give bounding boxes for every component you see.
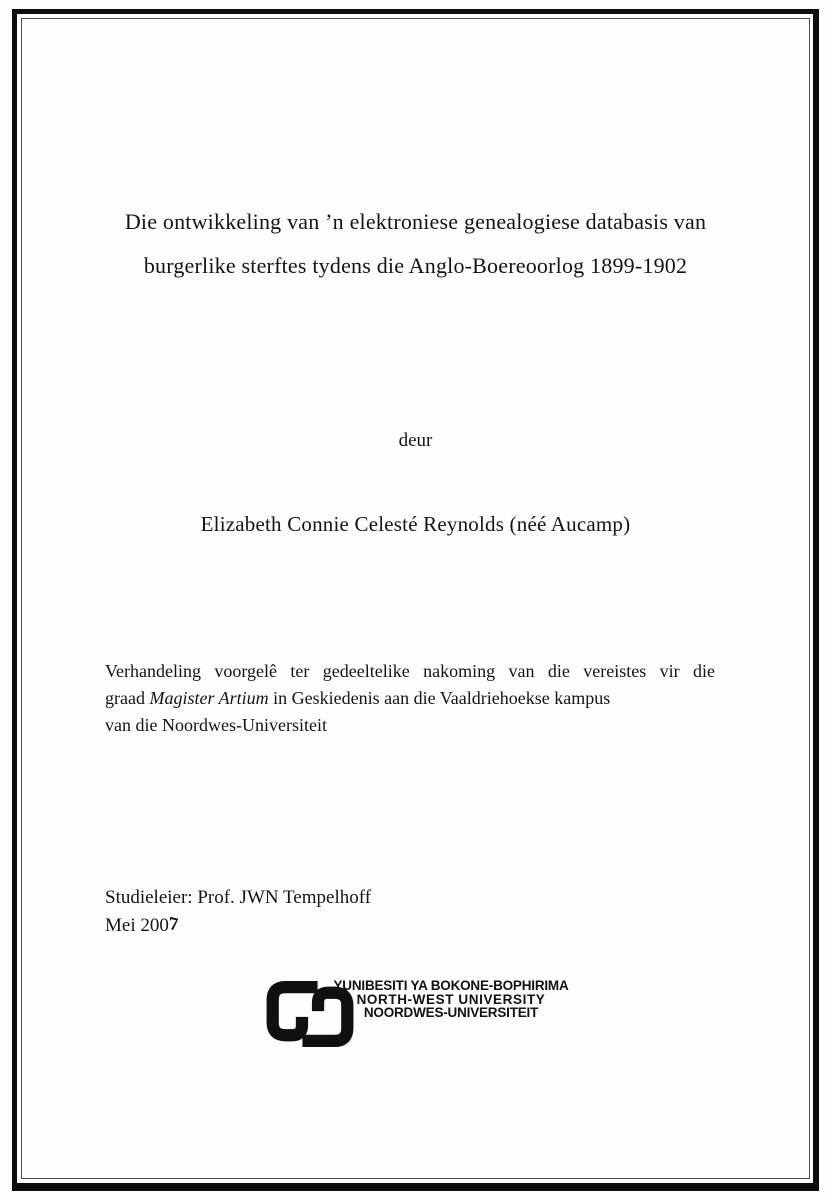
degree-statement-line1: Verhandeling voorgelê ter gedeeltelike nakoming van die vereistes vir die — [105, 661, 715, 681]
thesis-title-line1: Die ontwikkeling van ’n elektroniese genealogiese databasis van — [124, 209, 707, 234]
date-prefix: Mei 200 — [105, 915, 169, 936]
supervisor-block — [105, 884, 371, 940]
logo-text-line3: NOORDWES-UNIVERSITEIT — [363, 1005, 539, 1020]
degree-statement-line2-suffix: in Geskiedenis aan die Vaaldriehoekse kampus — [268, 688, 611, 708]
degree-statement-line3: van die Noordwes-Universiteit — [105, 715, 327, 735]
degree-name-italic: Magister Artium — [149, 688, 269, 708]
degree-statement-line2 — [105, 685, 715, 712]
date-last-digit: 7 — [168, 912, 179, 937]
nwu-logo-wordmark — [317, 979, 585, 1020]
degree-statement-line2-prefix: graad — [105, 688, 150, 708]
author-name: Elizabeth Connie Celesté Reynolds (néé Aucamp) — [200, 512, 631, 536]
thesis-title — [0, 200, 831, 288]
date-line — [105, 912, 371, 940]
logo-text-line1: YUNIBESITI YA BOKONE-BOPHIRIMA — [333, 978, 569, 993]
nwu-logo — [258, 978, 588, 1052]
supervisor-line: Studieleier: Prof. JWN Tempelhoff — [105, 887, 372, 908]
degree-statement — [105, 658, 715, 739]
byline-label: deur — [398, 430, 433, 451]
logo-text-line2: NORTH-WEST UNIVERSITY — [356, 991, 546, 1007]
thesis-title-line2: burgerlike sterftes tydens die Anglo-Boereoorlog 1899-1902 — [143, 253, 688, 278]
